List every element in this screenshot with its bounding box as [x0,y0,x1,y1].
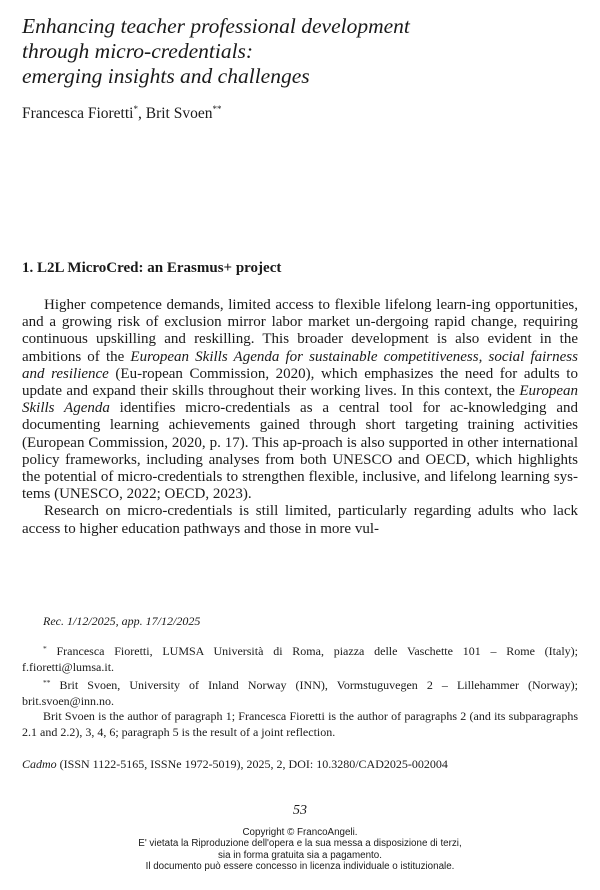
title-line: through micro-credentials: [22,39,254,63]
footnote: Brit Svoen is the author of paragraph 1; Francesca Fioretti is the author of paragraphs 2 (and its subparagraphs 2.1 and 2.2), 3, 4, 6; paragraph 5 is the result of a joint reflection. [22,709,578,739]
title-line: emerging insights and challenges [22,64,310,88]
journal-name: Cadmo [22,757,57,771]
footnote-marker: ** [212,104,222,114]
copyright-line: Copyright © FrancoAngeli. [242,827,358,838]
page-number: 53 [293,803,307,818]
text-run: Higher competence demands, limited access to flexible lifelong learn-ing opportunities, and a growing risk of exclusion mirror labor market un-dergoing rapid change, requiring continuous upskilling and reskilling. This broader development is also evident in the ambitions of the [22,297,578,365]
author-name: Brit Svoen [145,105,213,122]
copyright-line: Il documento può essere concesso in licenza individuale o istituzionale. [145,861,455,873]
paragraph [22,297,578,503]
footnote [22,675,578,709]
copyright-line: sia in forma gratuita sia a pagamento. [218,849,382,861]
author-line [22,104,221,123]
footnotes [22,641,578,741]
footnote-marker: ** [43,678,51,688]
footnote-text: Brit Svoen, University of Inland Norway (INN), Vormstuguvegen 2 – Lillehammer (Norway); brit.svoen@inn.no. [22,678,578,708]
paragraph: Research on micro-credentials is still limited, particularly regarding adults who lack access to higher education pathways and those in more vul- [22,503,578,537]
copyright-notice [0,827,600,873]
text-run: (Eu-ropean Commission, 2020), which emphasizes the need for adults to update and expand their skills throughout their working lives. In this context, the [22,365,578,400]
title-line: Enhancing teacher professional development [22,14,410,38]
citation-details: (ISSN 1122-5165, ISSNe 1972-5019), 2025, 2, DOI: 10.3280/CAD2025-002004 [56,757,448,771]
italic-title: European Skills Agenda for sustainable competitiveness, social fairness and resilience [22,348,578,382]
footnote-marker: * [133,104,138,114]
footnote-text: Francesca Fioretti, LUMSA Università di Roma, piazza delle Vaschette 101 – Rome (Italy); f.fioretti@lumsa.it. [22,644,578,674]
article-title [22,14,582,89]
copyright-line: E' vietata la Riproduzione dell'opera e la sua messa a disposizione di terzi, [138,838,462,850]
journal-citation [22,757,448,772]
body-text [22,297,578,538]
italic-title: European Skills Agenda [22,383,578,417]
footnote [22,641,578,675]
footnote-marker: * [43,644,47,653]
author-separator: , [137,105,146,122]
received-date: Rec. 1/12/2025, app. 17/12/2025 [43,614,201,628]
author-name: Francesca Fioretti [22,105,134,122]
text-run: identifies micro-credentials as a central tool for ac-knowledging and documenting learning achievements gained through short targeting training activities (European Commission, 2020, p. 17). This ap-proach is also supported in other international policy frameworks, including analyses from both UNESCO and OECD, which highlights the potential of micro-credentials to strengthen flexible, inclusive, and lifelong learning sys-tems (UNESCO, 2022; OECD, 2023). [22,400,578,503]
section-heading: 1. L2L MicroCred: an Erasmus+ project [22,260,282,276]
